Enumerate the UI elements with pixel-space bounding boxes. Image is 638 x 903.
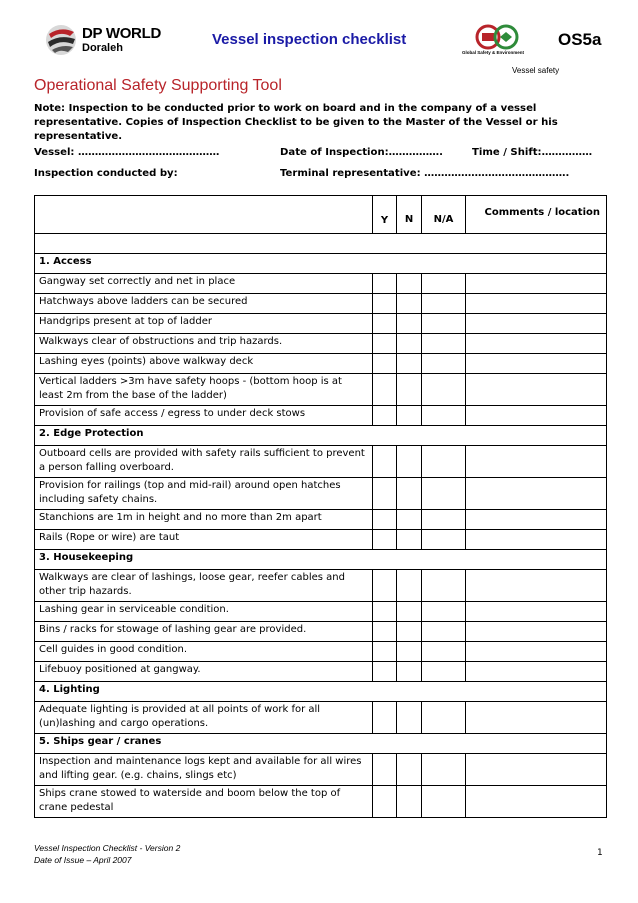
no-checkbox-cell[interactable]: [397, 662, 422, 682]
yes-checkbox-cell[interactable]: [373, 294, 397, 314]
section-row: [35, 254, 607, 274]
na-checkbox-cell[interactable]: [422, 754, 466, 786]
na-checkbox-cell[interactable]: [422, 374, 466, 406]
no-checkbox-cell[interactable]: [397, 274, 422, 294]
checklist-item-text: Lashing gear in serviceable condition.: [35, 602, 373, 622]
checklist-item-text: Lifebuoy positioned at gangway.: [35, 662, 373, 682]
checklist-item-text: Provision of safe access / egress to under deck stows: [35, 406, 373, 426]
na-checkbox-cell[interactable]: [422, 274, 466, 294]
yes-checkbox-cell[interactable]: [373, 334, 397, 354]
yes-checkbox-cell[interactable]: [373, 622, 397, 642]
footer-version: Vessel Inspection Checklist - Version 2: [34, 843, 181, 853]
comments-cell[interactable]: [466, 642, 607, 662]
no-checkbox-cell[interactable]: [397, 702, 422, 734]
comments-cell[interactable]: [466, 510, 607, 530]
checklist-item-text: Inspection and maintenance logs kept and available for all wires and lifting gear. (e.g. chains, slings etc): [35, 754, 373, 786]
na-checkbox-cell[interactable]: [422, 446, 466, 478]
section-title: 4. Lighting: [35, 682, 607, 702]
checklist-item-text: Vertical ladders >3m have safety hoops - (bottom hoop is at least 2m from the base of the ladder): [35, 374, 373, 406]
page-subtitle: Operational Safety Supporting Tool: [34, 77, 282, 94]
no-checkbox-cell[interactable]: [397, 622, 422, 642]
checklist-item-text: Gangway set correctly and net in place: [35, 274, 373, 294]
comments-cell[interactable]: [466, 530, 607, 550]
checklist-item-text: Ships crane stowed to waterside and boom below the top of crane pedestal: [35, 786, 373, 818]
yes-checkbox-cell[interactable]: [373, 530, 397, 550]
table-row: [35, 702, 607, 734]
no-checkbox-cell[interactable]: [397, 642, 422, 662]
page-footer: [34, 842, 180, 866]
table-spacer-row: [35, 234, 607, 254]
terminal-rep-field[interactable]: Terminal representative: …………………………………….: [280, 168, 570, 179]
na-checkbox-cell[interactable]: [422, 622, 466, 642]
document-title: Vessel inspection checklist: [212, 31, 407, 48]
table-row: [35, 274, 607, 294]
comments-cell[interactable]: [466, 354, 607, 374]
comments-cell[interactable]: [466, 478, 607, 510]
table-row: [35, 570, 607, 602]
table-row: [35, 478, 607, 510]
section-row: [35, 734, 607, 754]
na-checkbox-cell[interactable]: [422, 314, 466, 334]
page-number: 1: [597, 848, 603, 858]
table-row: [35, 642, 607, 662]
na-checkbox-cell[interactable]: [422, 662, 466, 682]
no-checkbox-cell[interactable]: [397, 530, 422, 550]
section-row: [35, 426, 607, 446]
checklist-item-text: Walkways are clear of lashings, loose gear, reefer cables and other trip hazards.: [35, 570, 373, 602]
table-row: [35, 446, 607, 478]
comments-cell[interactable]: [466, 274, 607, 294]
yes-checkbox-cell[interactable]: [373, 478, 397, 510]
na-checkbox-cell[interactable]: [422, 602, 466, 622]
comments-cell[interactable]: [466, 314, 607, 334]
comments-cell[interactable]: [466, 446, 607, 478]
checklist-item-text: Handgrips present at top of ladder: [35, 314, 373, 334]
header-no: N: [397, 196, 422, 234]
na-checkbox-cell[interactable]: [422, 478, 466, 510]
yes-checkbox-cell[interactable]: [373, 354, 397, 374]
na-checkbox-cell[interactable]: [422, 570, 466, 602]
table-row: [35, 314, 607, 334]
no-checkbox-cell[interactable]: [397, 374, 422, 406]
table-row: [35, 374, 607, 406]
yes-checkbox-cell[interactable]: [373, 570, 397, 602]
dp-world-logo: [44, 22, 174, 64]
yes-checkbox-cell[interactable]: [373, 510, 397, 530]
document-code: OS5a: [558, 30, 602, 49]
yes-checkbox-cell[interactable]: [373, 754, 397, 786]
comments-cell[interactable]: [466, 702, 607, 734]
na-checkbox-cell[interactable]: [422, 294, 466, 314]
document-topic: Vessel safety: [512, 66, 560, 75]
na-checkbox-cell[interactable]: [422, 406, 466, 426]
section-title: 2. Edge Protection: [35, 426, 607, 446]
yes-checkbox-cell[interactable]: [373, 642, 397, 662]
conducted-by-field[interactable]: Inspection conducted by:: [34, 168, 178, 179]
header-comments: Comments / location: [466, 196, 607, 234]
no-checkbox-cell[interactable]: [397, 354, 422, 374]
comments-cell[interactable]: [466, 334, 607, 354]
section-row: [35, 682, 607, 702]
comments-cell[interactable]: [466, 786, 607, 818]
comments-cell[interactable]: [466, 406, 607, 426]
gse-caption: Global Safety & Environment: [462, 50, 525, 55]
header-blank: [35, 196, 373, 234]
no-checkbox-cell[interactable]: [397, 786, 422, 818]
yes-checkbox-cell[interactable]: [373, 314, 397, 334]
section-row: [35, 550, 607, 570]
section-title: 1. Access: [35, 254, 607, 274]
yes-checkbox-cell[interactable]: [373, 406, 397, 426]
na-checkbox-cell[interactable]: [422, 642, 466, 662]
section-title: 3. Housekeeping: [35, 550, 607, 570]
safety-environment-icon: [462, 24, 546, 50]
checklist-table: [34, 195, 607, 818]
comments-cell[interactable]: [466, 602, 607, 622]
yes-checkbox-cell[interactable]: [373, 274, 397, 294]
yes-checkbox-cell[interactable]: [373, 602, 397, 622]
date-field[interactable]: Date of Inspection:…………….: [280, 147, 443, 158]
comments-cell[interactable]: [466, 294, 607, 314]
header-na: N/A: [422, 196, 466, 234]
yes-checkbox-cell[interactable]: [373, 702, 397, 734]
no-checkbox-cell[interactable]: [397, 570, 422, 602]
inspection-note: Note: Inspection to be conducted prior to work on board and in the company of a vessel representative. Copies of Inspection Checklist to be given to the Master of the Vessel or his representative.: [34, 103, 558, 142]
table-header-row: [35, 196, 607, 234]
logo-brand-text: DP WORLD: [82, 25, 161, 42]
table-row: [35, 622, 607, 642]
comments-cell[interactable]: [466, 662, 607, 682]
table-row: [35, 406, 607, 426]
vessel-field[interactable]: Vessel: ……………………………………: [34, 147, 220, 158]
yes-checkbox-cell[interactable]: [373, 446, 397, 478]
checklist-item-text: Rails (Rope or wire) are taut: [35, 530, 373, 550]
checklist-item-text: Cell guides in good condition.: [35, 642, 373, 662]
na-checkbox-cell[interactable]: [422, 334, 466, 354]
na-checkbox-cell[interactable]: [422, 702, 466, 734]
yes-checkbox-cell[interactable]: [373, 786, 397, 818]
header-yes: Y: [373, 196, 397, 234]
table-row: [35, 662, 607, 682]
checklist-item-text: Hatchways above ladders can be secured: [35, 294, 373, 314]
table-row: [35, 334, 607, 354]
na-checkbox-cell[interactable]: [422, 530, 466, 550]
comments-cell[interactable]: [466, 754, 607, 786]
no-checkbox-cell[interactable]: [397, 294, 422, 314]
comments-cell[interactable]: [466, 622, 607, 642]
no-checkbox-cell[interactable]: [397, 510, 422, 530]
yes-checkbox-cell[interactable]: [373, 374, 397, 406]
no-checkbox-cell[interactable]: [397, 754, 422, 786]
dp-world-globe-icon: [44, 22, 78, 58]
table-row: [35, 602, 607, 622]
checklist-item-text: Outboard cells are provided with safety rails sufficient to prevent a person falling overboard.: [35, 446, 373, 478]
table-row: [35, 294, 607, 314]
table-row: [35, 510, 607, 530]
no-checkbox-cell[interactable]: [397, 446, 422, 478]
section-title: 5. Ships gear / cranes: [35, 734, 607, 754]
checklist-item-text: Bins / racks for stowage of lashing gear are provided.: [35, 622, 373, 642]
checklist-item-text: Stanchions are 1m in height and no more than 2m apart: [35, 510, 373, 530]
table-row: [35, 754, 607, 786]
table-row: [35, 354, 607, 374]
comments-cell[interactable]: [466, 570, 607, 602]
table-row: [35, 786, 607, 818]
comments-cell[interactable]: [466, 374, 607, 406]
no-checkbox-cell[interactable]: [397, 406, 422, 426]
checklist-item-text: Walkways clear of obstructions and trip hazards.: [35, 334, 373, 354]
footer-issue-date: Date of Issue – April 2007: [34, 855, 132, 865]
checklist-item-text: Lashing eyes (points) above walkway deck: [35, 354, 373, 374]
no-checkbox-cell[interactable]: [397, 314, 422, 334]
na-checkbox-cell[interactable]: [422, 510, 466, 530]
no-checkbox-cell[interactable]: [397, 334, 422, 354]
yes-checkbox-cell[interactable]: [373, 662, 397, 682]
na-checkbox-cell[interactable]: [422, 354, 466, 374]
table-row: [35, 530, 607, 550]
table-spacer-cell: [35, 234, 607, 254]
checklist-item-text: Adequate lighting is provided at all points of work for all (un)lashing and cargo operations.: [35, 702, 373, 734]
no-checkbox-cell[interactable]: [397, 478, 422, 510]
logo-sub-text: Doraleh: [82, 42, 123, 54]
checklist-item-text: Provision for railings (top and mid-rail) around open hatches including safety chains.: [35, 478, 373, 510]
no-checkbox-cell[interactable]: [397, 602, 422, 622]
na-checkbox-cell[interactable]: [422, 786, 466, 818]
time-shift-field[interactable]: Time / Shift:……………: [472, 147, 593, 158]
